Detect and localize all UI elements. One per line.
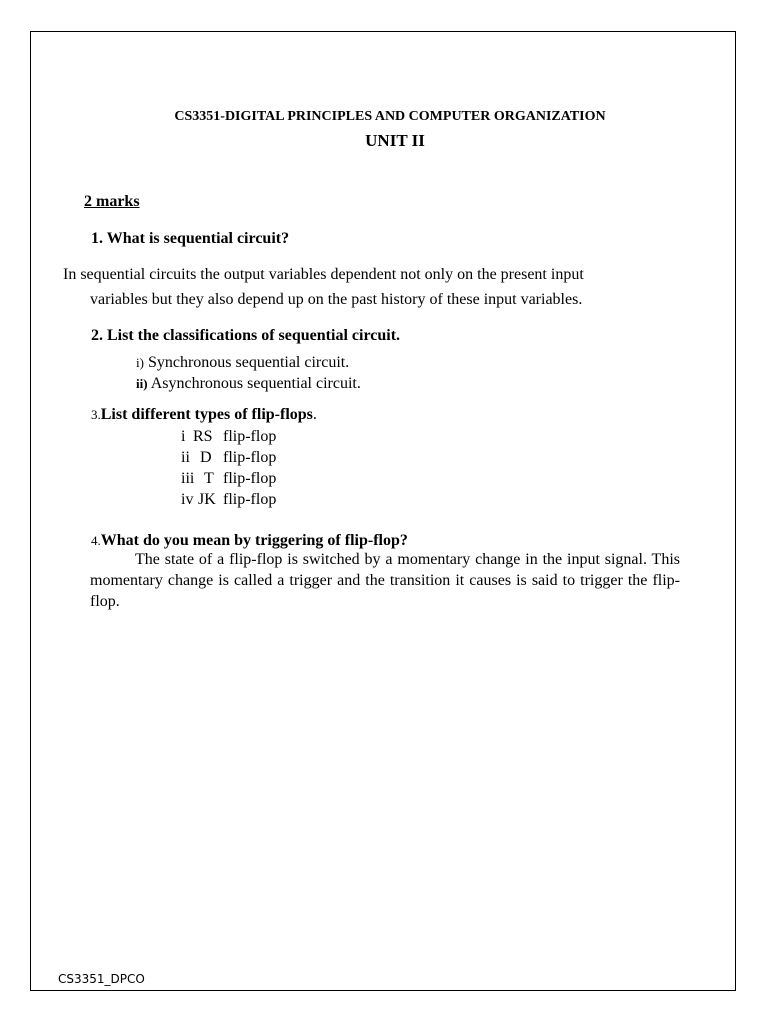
question-3 [91, 406, 317, 424]
list-item-number: i [181, 428, 186, 445]
list-item [136, 375, 361, 393]
list-item [181, 428, 276, 446]
flip-flop-type: D [200, 449, 212, 466]
list-item [181, 470, 276, 488]
list-item-text: Asynchronous sequential circuit. [150, 375, 361, 392]
flip-flop-type: RS [193, 428, 213, 445]
question-4 [91, 532, 408, 550]
flip-flop-type: JK [198, 491, 216, 508]
document-title: CS3351-DIGITAL PRINCIPLES AND COMPUTER ORGANIZATION [174, 109, 606, 124]
document-page [30, 31, 736, 991]
question-4-text: What do you mean by triggering of flip-flop? [100, 532, 408, 549]
question-3-number: 3. [91, 407, 101, 422]
list-item [136, 354, 349, 372]
list-item-number: ii [181, 449, 190, 466]
question-4-number: 4. [91, 533, 101, 548]
list-item-text: flip-flop [223, 491, 277, 508]
question-3-trail: . [312, 406, 317, 423]
list-item [181, 491, 276, 509]
list-item-number: iv [181, 491, 194, 508]
list-item-text: flip-flop [223, 428, 277, 445]
list-item-text: flip-flop [223, 470, 277, 487]
question-3-text: List different types of flip-flops [100, 406, 313, 423]
answer-4-paragraph: The state of a flip-flop is switched by a momentary change in the input signal. This momentary change is called a trigger and the transition it causes is said to trigger the flip-flop. [90, 551, 680, 610]
list-item-number: i) [136, 355, 144, 370]
list-item-number: ii) [136, 376, 148, 391]
flip-flop-type: T [204, 470, 214, 487]
unit-heading: UNIT II [365, 131, 425, 150]
footer-code: CS3351_DPCO [58, 972, 145, 986]
section-label: 2 marks [84, 193, 140, 210]
list-item-text: Synchronous sequential circuit. [147, 354, 350, 371]
list-item-text: flip-flop [223, 449, 277, 466]
answer-1-line-1: In sequential circuits the output variables dependent not only on the present input [63, 266, 584, 283]
list-item [181, 449, 276, 467]
list-item-number: iii [181, 470, 195, 487]
answer-1-line-2: variables but they also depend up on the past history of these input variables. [90, 291, 583, 308]
question-2: 2. List the classifications of sequential circuit. [91, 327, 401, 344]
question-1: 1. What is sequential circuit? [91, 230, 290, 247]
